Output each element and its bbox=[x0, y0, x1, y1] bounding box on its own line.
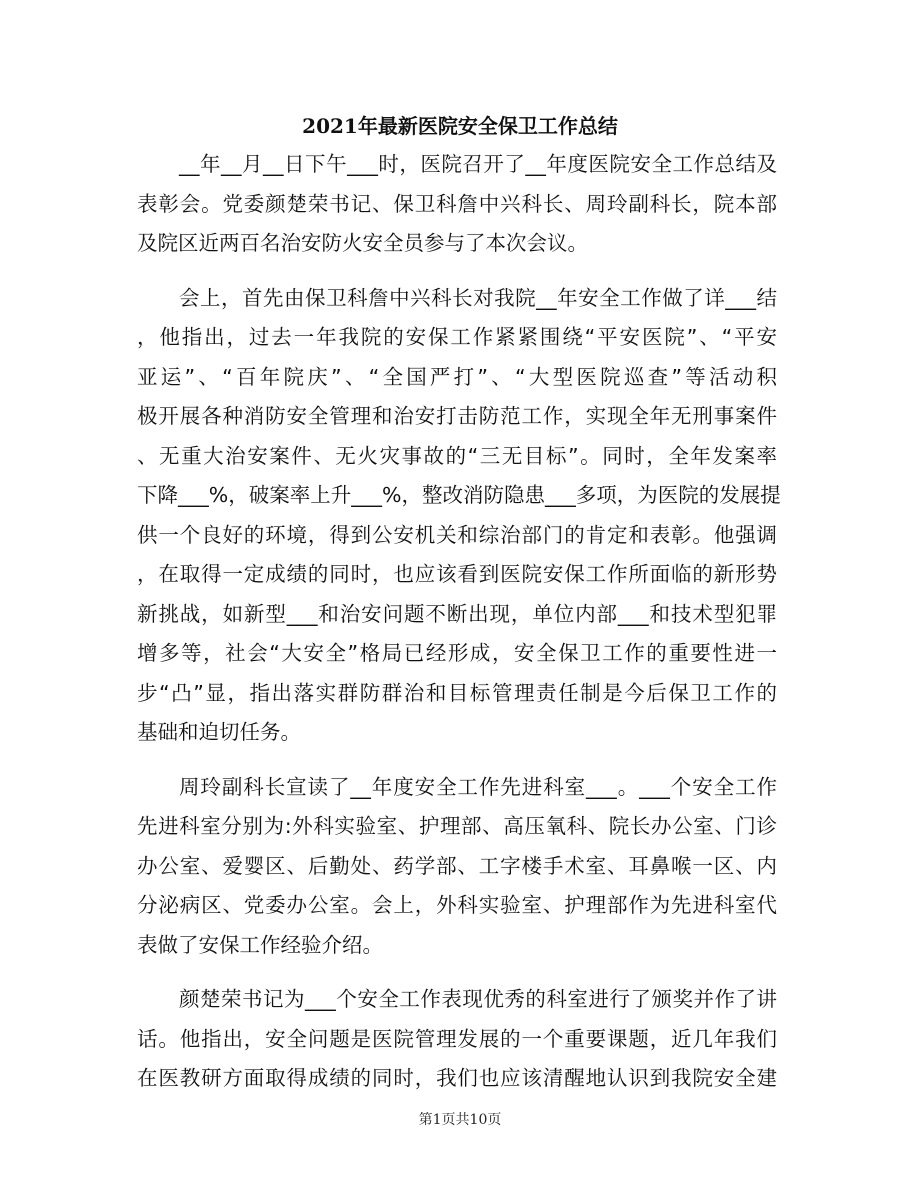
document-title: 2021年最新医院安全保卫工作总结 bbox=[302, 114, 618, 138]
text-line: 新挑战，如新型___和治安问题不断出现，单位内部___和技术型犯罪 bbox=[137, 601, 777, 626]
text-line: ，他指出，过去一年我院的安保工作紧紧围绕“平安医院”、“平安 bbox=[137, 325, 777, 349]
paragraph-3 bbox=[137, 768, 777, 966]
paragraph-1 bbox=[137, 145, 777, 264]
paragraph-2 bbox=[137, 279, 781, 753]
text-line: 增多等，社会“大安全”格局已经形成，安全保卫工作的重要性进一 bbox=[137, 641, 777, 665]
text-line: 表做了安保工作经验介绍。 bbox=[137, 932, 383, 957]
text-line: 、无重大治安案件、无火灾事故的“三无目标”。同时，全年发案率 bbox=[137, 443, 777, 468]
text-line: ，在取得一定成绩的同时，也应该看到医院安保工作所面临的新形势 bbox=[137, 562, 777, 586]
text-line: 周玲副科长宣读了__年度安全工作先进科室___。___个安全工作 bbox=[179, 774, 777, 799]
text-line: 基础和迫切任务。 bbox=[137, 720, 301, 744]
text-line: 表彰会。党委颜楚荣书记、保卫科詹中兴科长、周玲副科长，院本部 bbox=[137, 191, 777, 216]
page-number-footer: 第1页共10页 bbox=[418, 1112, 502, 1128]
text-line: 先进科室分别为:外科实验室、护理部、高压氧科、院长办公室、门诊 bbox=[137, 814, 777, 838]
text-line: 下降___%，破案率上升___%，整改消防隐患___多项，为医院的发展提 bbox=[137, 483, 781, 507]
text-line: 及院区近两百名治安防火安全员参与了本次会议。 bbox=[137, 231, 588, 255]
text-line: 步“凸”显，指出落实群防群治和目标管理责任制是今后保卫工作的 bbox=[137, 680, 777, 705]
paragraph-4 bbox=[137, 980, 777, 1099]
text-line: 供一个良好的环境，得到公安机关和综治部门的肯定和表彰。他强调 bbox=[137, 522, 777, 547]
text-line: 办公室、爱婴区、后勤处、药学部、工字楼手术室、耳鼻喉一区、内 bbox=[137, 853, 777, 878]
text-line: 亚运”、“百年院庆”、“全国严打”、“大型医院巡查”等活动积 bbox=[137, 364, 777, 389]
text-line: 极开展各种消防安全管理和治安打击防范工作，实现全年无刑事案件 bbox=[137, 404, 777, 428]
text-line: 颜楚荣书记为___个安全工作表现优秀的科室进行了颁奖并作了讲 bbox=[179, 987, 777, 1011]
text-line: 话。他指出，安全问题是医院管理发展的一个重要课题，近几年我们 bbox=[137, 1026, 777, 1051]
text-line: 在医教研方面取得成绩的同时，我们也应该清醒地认识到我院安全建 bbox=[137, 1066, 777, 1090]
document-body bbox=[137, 145, 781, 1099]
text-line: 会上，首先由保卫科詹中兴科长对我院__年安全工作做了详___结 bbox=[179, 285, 777, 310]
text-line: 分泌病区、党委办公室。会上，外科实验室、护理部作为先进科室代 bbox=[137, 893, 777, 917]
text-line: __年__月__日下午___时，医院召开了__年度医院安全工作总结及 bbox=[179, 152, 777, 176]
